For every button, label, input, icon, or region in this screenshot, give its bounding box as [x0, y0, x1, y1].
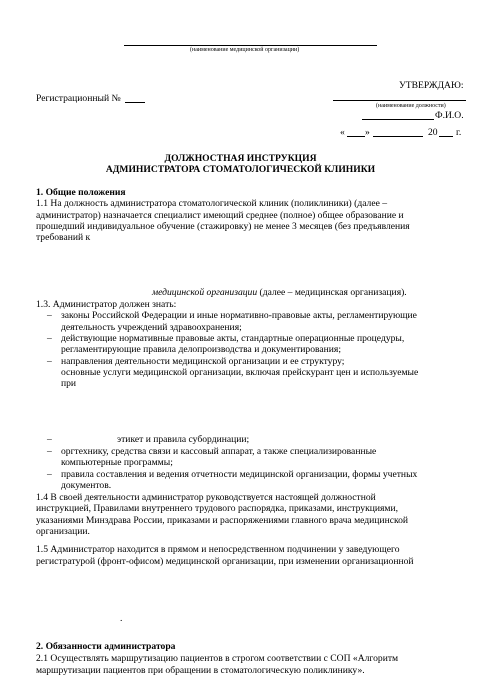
date-year: 20 — [428, 127, 438, 138]
org-name-line — [124, 45, 377, 46]
list-dash: – — [47, 333, 52, 344]
list-item: оргтехнику, средства связи и кассовый аппарат, а также специализированные — [61, 446, 377, 457]
registration-number-line — [125, 102, 145, 103]
section1-heading: 1. Общие положения — [36, 187, 126, 198]
position-line — [333, 100, 466, 101]
list-dash: – — [47, 356, 52, 367]
paragraph-1-1-org-line — [152, 287, 407, 298]
org-rest: (далее – медицинская организация). — [257, 287, 407, 298]
paragraph-1-5-line1: 1.5 Администратор находится в прямом и непосредственном подчинении у заведующего — [36, 544, 400, 555]
position-caption: (наименование должности) — [376, 103, 446, 109]
list-item: направления деятельности медицинской организации и ее структуру; — [61, 356, 345, 367]
registration-label: Регистрационный № — [36, 93, 121, 104]
fio-label: Ф.И.О. — [435, 110, 464, 121]
paragraph-2-1-line1: 2.1 Осуществлять маршрутизацию пациентов в строгом соответствии с СОП «Алгоритм — [36, 653, 399, 664]
paragraph-1-1-line2: администратор) назначается специалист имеющий среднее (полное) общее образование и — [36, 210, 404, 221]
date-close-quote: » — [365, 127, 370, 138]
document-title-line2: АДМИНИСТРАТОРА СТОМАТОЛОГИЧЕСКОЙ КЛИНИКИ — [105, 164, 376, 175]
date-year-suffix: г. — [456, 127, 462, 138]
list-item-continued: компьютерные программы; — [61, 457, 173, 468]
date-month-line — [373, 136, 423, 137]
paragraph-1-4-line1: 1.4 В своей деятельности администратор руководствуется настоящей должностной — [36, 492, 376, 503]
paragraph-1-4-line2: инструкцией, Правилами внутреннего трудового распорядка, приказами, инструкциями, — [36, 503, 399, 514]
date-day-line — [347, 136, 365, 137]
list-item: действующие нормативные правовые акты, стандартные операционные процедуры, — [61, 333, 405, 344]
list-dash: – — [47, 446, 52, 457]
org-caption: (наименование медицинской организации) — [190, 47, 300, 53]
paragraph-1-5-line2: регистратурой (фронт-офисом) медицинской организации, при изменении организационной — [36, 556, 414, 567]
list-dash: – — [47, 310, 52, 321]
list-dash: – — [47, 434, 52, 445]
list-item: правила составления и ведения отчетности медицинской организации, формы учетных — [61, 469, 418, 480]
paragraph-1-4-line3: указаниями Минздрава России, приказами и распоряжениями главного врача медицинской — [36, 515, 409, 526]
signature-line — [362, 119, 434, 120]
date-year-line — [439, 136, 453, 137]
date-open-quote: « — [340, 127, 345, 138]
org-italic: медицинской организации — [152, 287, 258, 298]
list-item-continued: при — [61, 378, 77, 389]
list-item-continued: документов. — [61, 480, 112, 491]
list-item: основные услуги медицинской организации, включая прейскурант цен и используемые — [61, 367, 419, 378]
paragraph-1-1-line4: требований к — [36, 232, 91, 243]
paragraph-2-1-line2: маршрутизации пациентов при обращении в стоматологическую поликлинику». — [36, 665, 365, 676]
section2-heading: 2. Обязанности администратора — [36, 641, 176, 652]
list-dash: – — [47, 469, 52, 480]
approve-label: УТВЕРЖДАЮ: — [399, 80, 464, 91]
list-item: этикет и правила субординации; — [117, 434, 250, 445]
document-title-line1: ДОЛЖНОСТНАЯ ИНСТРУКЦИЯ — [164, 153, 317, 164]
paragraph-1-1-line1: 1.1 На должность администратора стоматологической клиник (поликлиники) (далее – — [36, 198, 388, 209]
paragraph-1-3: 1.3. Администратор должен знать: — [36, 299, 177, 310]
list-item: законы Российской Федерации и иные нормативно-правовые акты, регламентирующие — [61, 310, 417, 321]
stray-dot: . — [120, 613, 123, 624]
list-item-continued: деятельность учреждений здравоохранения; — [61, 322, 242, 333]
list-item-continued: регламентирующие правила делопроизводства и документирования; — [61, 344, 341, 355]
paragraph-1-1-line3: прошедший индивидуальное обучение (стажировку) не менее 3 месяцев (без предъявления — [36, 221, 410, 232]
paragraph-1-4-line4: организации. — [36, 526, 90, 537]
